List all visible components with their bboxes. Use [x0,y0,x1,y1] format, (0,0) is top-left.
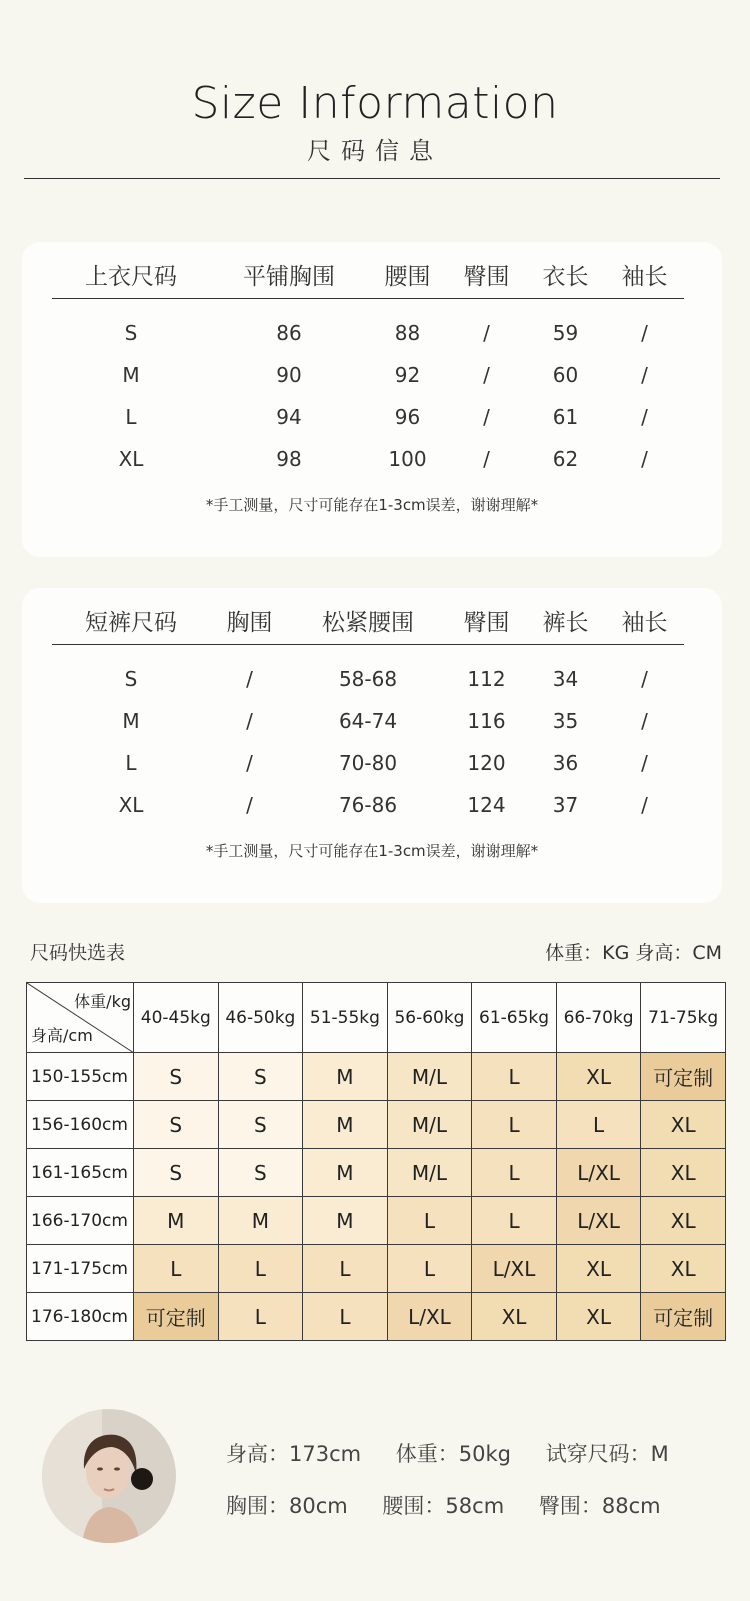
corner-weight-label: 体重/kg [74,992,131,1011]
model-avatar [42,1409,176,1543]
size-cell: S [218,1101,303,1149]
table-cell: / [641,405,648,429]
table-cell: 88 [394,321,421,346]
col-header: 臀围 [463,610,510,637]
table-cell: / [246,709,253,733]
header-divider [24,178,720,179]
table-cell: 124 [467,793,506,817]
table-cell: / [483,447,490,471]
size-cell: L [472,1149,557,1197]
page-header [0,78,750,166]
table-cell: 58-68 [338,667,398,692]
size-cell: S [134,1149,219,1197]
size-cell: M/L [387,1101,472,1149]
weight-header: 56-60kg [387,983,472,1053]
weight-header: 66-70kg [556,983,641,1053]
table-cell: XL [118,447,144,471]
grid-row [27,1197,726,1245]
height-header: 176-180cm [27,1293,134,1341]
size-cell: L/XL [472,1245,557,1293]
quick-select-units: 体重：KG 身高：CM [545,942,722,964]
size-cell: M [303,1197,388,1245]
table-row [52,438,684,480]
size-cell: M [303,1053,388,1101]
table-cell: / [246,667,253,692]
model-hip: 臀围：88cm [538,1494,661,1518]
grid-row [27,1149,726,1197]
table-cell: L [125,751,137,775]
table-cell: / [641,793,648,817]
model-info-line-1 [226,1438,697,1468]
size-cell: XL [556,1245,641,1293]
height-header: 150-155cm [27,1053,134,1101]
size-cell: 可定制 [134,1293,219,1341]
model-try-size: 试穿尺码：M [545,1442,669,1466]
col-header: 裤长 [542,610,589,637]
model-height: 身高：173cm [226,1442,362,1466]
grid-row [27,1101,726,1149]
table-cell: 94 [276,405,302,429]
col-header: 胸围 [226,610,273,637]
table-cell: 36 [552,751,579,775]
size-cell: M/L [387,1053,472,1101]
size-cell: S [134,1101,219,1149]
table-cell: 64-74 [338,709,398,733]
table-cell: 98 [276,447,302,471]
size-cell: L [472,1053,557,1101]
top-size-table [52,252,684,480]
shorts-table-header-row [52,598,684,644]
size-cell: M/L [387,1149,472,1197]
size-cell: S [218,1053,303,1101]
quick-size-grid [26,982,726,1341]
table-cell: M [122,363,140,387]
col-header: 短裤尺码 [85,610,177,637]
weight-header: 46-50kg [218,983,303,1053]
table-cell: 76-86 [338,793,398,817]
size-cell: L [472,1101,557,1149]
size-cell: S [134,1053,219,1101]
size-cell: 可定制 [641,1053,726,1101]
table-row [52,742,684,784]
height-header: 161-165cm [27,1149,134,1197]
model-info-line-2 [226,1490,689,1520]
model-waist: 腰围：58cm [382,1494,505,1518]
col-header: 上衣尺码 [85,264,177,291]
table-cell: / [246,793,253,817]
table-cell: / [483,321,490,346]
shorts-size-card [22,588,722,903]
table-cell: 61 [552,405,579,429]
col-header: 臀围 [463,264,510,291]
size-cell: L [472,1197,557,1245]
col-header: 松紧腰围 [322,610,414,637]
top-table-header-row [52,252,684,298]
table-cell: M [122,709,140,733]
size-cell: L [303,1245,388,1293]
col-header: 袖长 [621,610,668,637]
size-cell: XL [556,1293,641,1341]
title-english: Size Information [191,78,559,129]
table-cell: S [124,667,138,692]
model-bust: 胸围：80cm [226,1494,348,1518]
shorts-size-table [52,598,684,826]
size-cell: S [218,1149,303,1197]
quick-select-title: 尺码快选表 [30,942,126,964]
table-cell: / [641,667,648,692]
corner-height-label: 身高/cm [31,1026,93,1045]
table-cell: 62 [552,447,579,471]
table-cell: 96 [394,405,421,429]
table-cell: 100 [388,447,427,471]
weight-header: 51-55kg [303,983,388,1053]
table-cell: L [125,405,137,429]
size-cell: M [218,1197,303,1245]
table-cell: XL [118,793,144,817]
table-row [52,784,684,826]
size-cell: 可定制 [641,1293,726,1341]
table-row [52,644,684,700]
top-size-card [22,242,722,557]
col-header: 腰围 [384,264,431,291]
col-header: 衣长 [542,264,589,291]
size-cell: M [303,1149,388,1197]
model-weight: 体重：50kg [395,1442,511,1466]
table-cell: 34 [552,667,579,692]
size-cell: XL [641,1245,726,1293]
size-cell: XL [556,1053,641,1101]
table-cell: 70-80 [338,751,398,775]
table-cell: 112 [467,667,506,692]
grid-row [27,1245,726,1293]
size-cell: L [134,1245,219,1293]
size-cell: XL [641,1101,726,1149]
weight-header: 61-65kg [472,983,557,1053]
title-chinese: 尺码信息 [307,137,443,165]
table-row [52,700,684,742]
table-row [52,396,684,438]
weight-header: 71-75kg [641,983,726,1053]
size-cell: L [387,1245,472,1293]
table-cell: / [483,405,490,429]
table-cell: / [641,709,648,733]
table-cell: / [641,363,648,387]
size-cell: L/XL [556,1197,641,1245]
size-cell: M [303,1101,388,1149]
size-cell: L [303,1293,388,1341]
grid-corner [27,983,134,1053]
size-cell: L [556,1101,641,1149]
grid-header-row [27,983,726,1053]
col-header: 平铺胸围 [243,264,335,291]
grid-row [27,1293,726,1341]
table-cell: 116 [467,709,506,733]
table-cell: / [641,321,648,346]
height-header: 171-175cm [27,1245,134,1293]
table-cell: / [641,751,648,775]
size-cell: L [387,1197,472,1245]
size-cell: L/XL [556,1149,641,1197]
table-cell: / [483,363,490,387]
measure-note: *手工测量，尺寸可能存在1-3cm误差，谢谢理解* [205,496,539,514]
col-header: 袖长 [621,264,668,291]
measure-note: *手工测量，尺寸可能存在1-3cm误差，谢谢理解* [205,842,539,860]
table-cell: / [641,447,648,471]
table-row [52,298,684,354]
table-cell: 60 [552,363,579,387]
size-cell: L [218,1245,303,1293]
table-cell: S [124,321,138,346]
size-cell: XL [472,1293,557,1341]
size-cell: L [218,1293,303,1341]
size-cell: M [134,1197,219,1245]
table-cell: / [246,751,253,775]
height-header: 166-170cm [27,1197,134,1245]
model-portrait-image [42,1409,176,1543]
grid-row [27,1053,726,1101]
size-cell: XL [641,1149,726,1197]
table-cell: 90 [276,363,302,387]
size-cell: XL [641,1197,726,1245]
size-cell: L/XL [387,1293,472,1341]
table-cell: 86 [276,321,302,346]
height-header: 156-160cm [27,1101,134,1149]
table-cell: 92 [394,363,421,387]
table-row [52,354,684,396]
table-cell: 37 [552,793,579,817]
table-cell: 120 [467,751,506,775]
table-cell: 35 [552,709,579,733]
table-cell: 59 [552,321,579,346]
weight-header: 40-45kg [134,983,219,1053]
